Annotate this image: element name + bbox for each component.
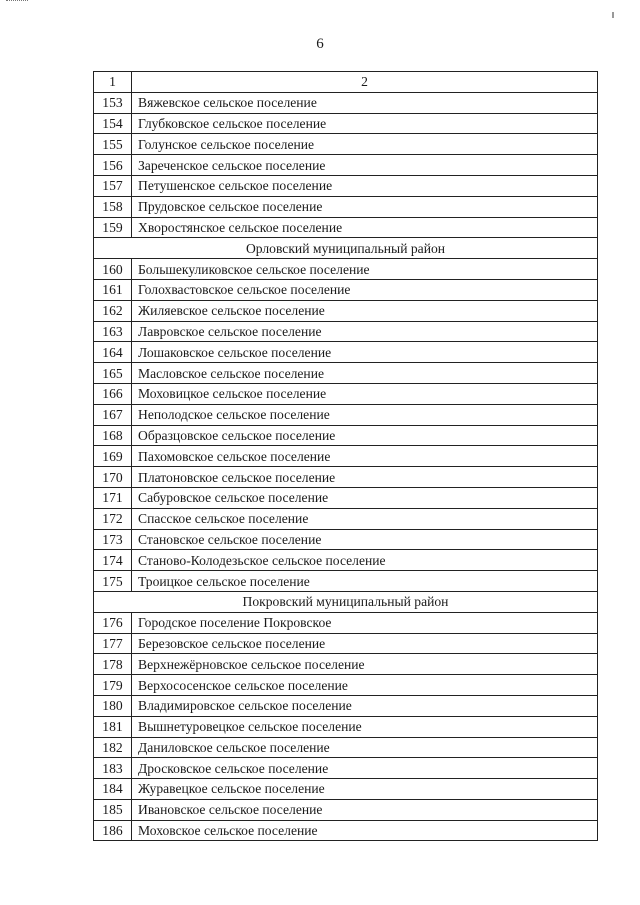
row-number: 164 — [94, 342, 132, 363]
scan-corner-mark — [6, 0, 28, 3]
table-row — [94, 446, 598, 467]
settlement-name: Троицкое сельское поселение — [132, 571, 598, 592]
table-row — [94, 612, 598, 633]
table-row — [94, 404, 598, 425]
row-number: 163 — [94, 321, 132, 342]
page-number: 6 — [316, 36, 324, 52]
row-number: 161 — [94, 279, 132, 300]
settlement-name: Дросковское сельское поселение — [132, 758, 598, 779]
row-number: 178 — [94, 654, 132, 675]
settlement-name: Вяжевское сельское поселение — [132, 92, 598, 113]
district-section-row — [94, 238, 598, 259]
scan-edge-mark — [612, 12, 614, 18]
table-row — [94, 675, 598, 696]
settlement-name: Березовское сельское поселение — [132, 633, 598, 654]
table-row — [94, 342, 598, 363]
row-number: 157 — [94, 175, 132, 196]
row-number: 171 — [94, 487, 132, 508]
settlements-table-body — [94, 72, 598, 841]
row-number: 167 — [94, 404, 132, 425]
row-number: 173 — [94, 529, 132, 550]
row-number: 156 — [94, 155, 132, 176]
table-row — [94, 820, 598, 841]
table-row — [94, 259, 598, 280]
settlement-name: Петушенское сельское поселение — [132, 175, 598, 196]
settlement-name: Большекуликовское сельское поселение — [132, 259, 598, 280]
row-number: 176 — [94, 612, 132, 633]
row-number: 175 — [94, 571, 132, 592]
district-section-row — [94, 591, 598, 612]
header-column-number: 1 — [94, 72, 132, 93]
settlement-name: Хворостянское сельское поселение — [132, 217, 598, 238]
row-number: 180 — [94, 695, 132, 716]
table-row — [94, 300, 598, 321]
row-number: 159 — [94, 217, 132, 238]
settlement-name: Моховское сельское поселение — [132, 820, 598, 841]
settlement-name: Журавецкое сельское поселение — [132, 779, 598, 800]
table-row — [94, 113, 598, 134]
settlement-name: Ивановское сельское поселение — [132, 799, 598, 820]
settlement-name: Станово-Колодезьское сельское поселение — [132, 550, 598, 571]
settlement-name: Верхнежёрновское сельское поселение — [132, 654, 598, 675]
row-number: 172 — [94, 508, 132, 529]
settlement-name: Сабуровское сельское поселение — [132, 487, 598, 508]
settlement-name: Прудовское сельское поселение — [132, 196, 598, 217]
row-number: 184 — [94, 779, 132, 800]
settlement-name: Пахомовское сельское поселение — [132, 446, 598, 467]
row-number: 166 — [94, 383, 132, 404]
row-number: 162 — [94, 300, 132, 321]
table-row — [94, 175, 598, 196]
row-number: 160 — [94, 259, 132, 280]
district-title: Покровский муниципальный район — [94, 591, 598, 612]
table-row — [94, 695, 598, 716]
row-number: 185 — [94, 799, 132, 820]
row-number: 154 — [94, 113, 132, 134]
settlement-name: Зареченское сельское поселение — [132, 155, 598, 176]
settlement-name: Образцовское сельское поселение — [132, 425, 598, 446]
row-number: 179 — [94, 675, 132, 696]
table-row — [94, 758, 598, 779]
settlement-name: Голунское сельское поселение — [132, 134, 598, 155]
settlement-name: Лошаковское сельское поселение — [132, 342, 598, 363]
settlement-name: Городское поселение Покровское — [132, 612, 598, 633]
table-row — [94, 321, 598, 342]
settlement-name: Становское сельское поселение — [132, 529, 598, 550]
settlement-name: Масловское сельское поселение — [132, 363, 598, 384]
table-row — [94, 134, 598, 155]
table-row — [94, 737, 598, 758]
row-number: 153 — [94, 92, 132, 113]
settlement-name: Платоновское сельское поселение — [132, 467, 598, 488]
table-row — [94, 529, 598, 550]
table-row — [94, 196, 598, 217]
table-row — [94, 654, 598, 675]
row-number: 181 — [94, 716, 132, 737]
table-row — [94, 633, 598, 654]
settlement-name: Даниловское сельское поселение — [132, 737, 598, 758]
table-row — [94, 279, 598, 300]
row-number: 165 — [94, 363, 132, 384]
row-number: 177 — [94, 633, 132, 654]
settlement-name: Голохвастовское сельское поселение — [132, 279, 598, 300]
table-row — [94, 383, 598, 404]
table-row — [94, 155, 598, 176]
table-row — [94, 467, 598, 488]
table-row — [94, 779, 598, 800]
table-row — [94, 92, 598, 113]
table-row — [94, 425, 598, 446]
row-number: 183 — [94, 758, 132, 779]
table-row — [94, 487, 598, 508]
settlement-name: Жиляевское сельское поселение — [132, 300, 598, 321]
table-row — [94, 217, 598, 238]
settlement-name: Неполодское сельское поселение — [132, 404, 598, 425]
table-row — [94, 799, 598, 820]
row-number: 170 — [94, 467, 132, 488]
header-column-name: 2 — [132, 72, 598, 93]
row-number: 155 — [94, 134, 132, 155]
settlement-name: Вышнетуровецкое сельское поселение — [132, 716, 598, 737]
row-number: 182 — [94, 737, 132, 758]
table-row — [94, 716, 598, 737]
table-header-row — [94, 72, 598, 93]
settlement-name: Верхососенское сельское поселение — [132, 675, 598, 696]
table-row — [94, 550, 598, 571]
district-title: Орловский муниципальный район — [94, 238, 598, 259]
row-number: 186 — [94, 820, 132, 841]
table-row — [94, 363, 598, 384]
settlement-name: Спасское сельское поселение — [132, 508, 598, 529]
table-row — [94, 571, 598, 592]
settlements-table — [93, 71, 598, 841]
settlement-name: Лавровское сельское поселение — [132, 321, 598, 342]
row-number: 168 — [94, 425, 132, 446]
table-row — [94, 508, 598, 529]
row-number: 158 — [94, 196, 132, 217]
settlement-name: Моховицкое сельское поселение — [132, 383, 598, 404]
row-number: 174 — [94, 550, 132, 571]
settlement-name: Владимировское сельское поселение — [132, 695, 598, 716]
row-number: 169 — [94, 446, 132, 467]
settlement-name: Глубковское сельское поселение — [132, 113, 598, 134]
